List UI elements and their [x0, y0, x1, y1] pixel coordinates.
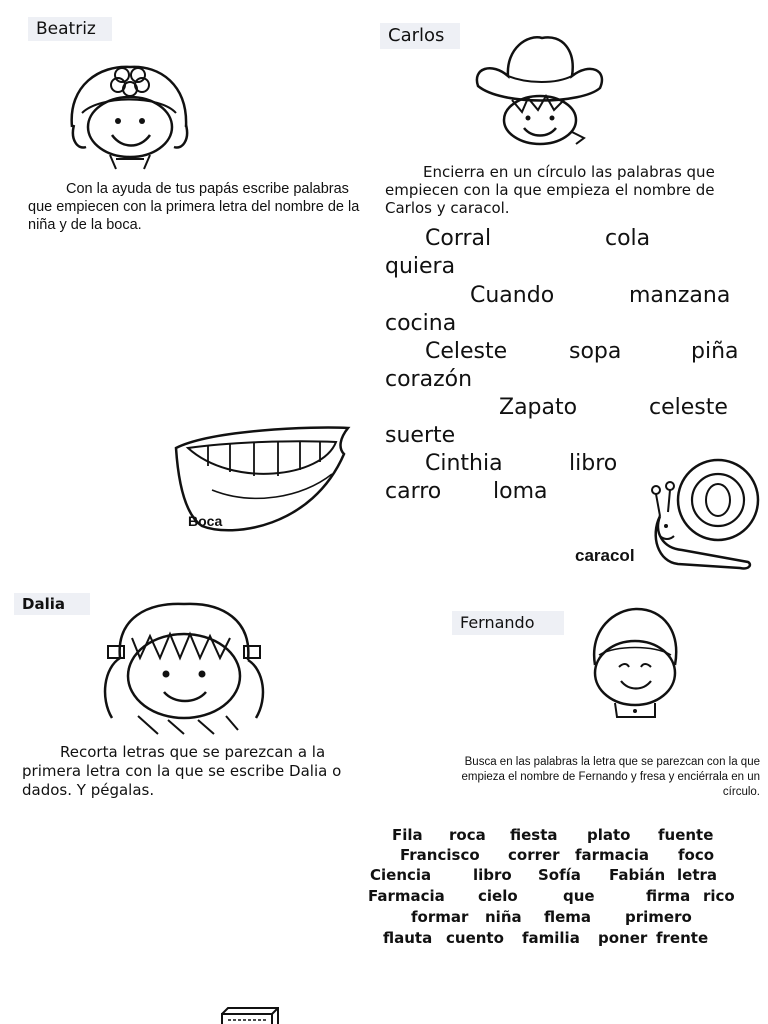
- carlos-word: Zapato: [499, 395, 578, 420]
- fernando-word: primero: [625, 908, 692, 926]
- boy-with-hat-illustration: [472, 28, 608, 146]
- fernando-word: roca: [449, 826, 486, 844]
- fernando-word: cielo: [478, 887, 518, 905]
- fernando-word: Farmacia: [368, 887, 445, 905]
- carlos-word: Cinthia: [425, 451, 503, 476]
- fernando-word: flauta: [383, 929, 433, 947]
- fernando-word-list: [360, 826, 760, 956]
- dice-box-illustration: [218, 1008, 282, 1024]
- fernando-word: Ciencia: [370, 866, 432, 884]
- dalia-instruction: Recorta letras que se parezcan a la primera letra con la que se escribe Dalia o dados. Y pégalas.: [22, 743, 342, 799]
- snail-illustration: [652, 452, 754, 572]
- fernando-word: libro: [473, 866, 512, 884]
- carlos-word: loma: [493, 479, 548, 504]
- carlos-word: cola: [605, 226, 651, 251]
- fernando-word: Sofía: [538, 866, 581, 884]
- carlos-word: carro: [385, 479, 442, 504]
- fernando-word: familia: [522, 929, 580, 947]
- beatriz-instruction: Con la ayuda de tus papás escribe palabras que empiecen con la primera letra del nombre de la niña y de la boca.: [28, 181, 360, 233]
- carlos-word: quiera: [385, 254, 456, 279]
- dalia-name-label: Dalia: [14, 593, 90, 615]
- fernando-word: Francisco: [400, 846, 480, 864]
- carlos-word: piña: [691, 339, 739, 364]
- carlos-name-label: Carlos: [380, 23, 460, 49]
- carlos-word: manzana: [629, 283, 731, 308]
- fernando-word: que: [563, 887, 595, 905]
- fernando-word: niña: [485, 908, 522, 926]
- fernando-word: fuente: [658, 826, 714, 844]
- mouth-illustration: [172, 418, 362, 550]
- fernando-word: frente: [656, 929, 709, 947]
- fernando-instruction: Busca en las palabras la letra que se parezcan con la que empieza el nombre de Fernando y fresa y enciérrala en un círculo.: [461, 756, 760, 798]
- caracol-label: caracol: [575, 546, 635, 565]
- fernando-word: letra: [677, 866, 718, 884]
- fernando-word: poner: [598, 929, 648, 947]
- carlos-word: libro: [569, 451, 618, 476]
- fernando-word: flema: [544, 908, 592, 926]
- fernando-word: rico: [703, 887, 735, 905]
- fernando-word: farmacia: [575, 846, 649, 864]
- carlos-word: suerte: [385, 423, 456, 448]
- carlos-word: Celeste: [425, 339, 508, 364]
- fernando-name-label: Fernando: [452, 611, 564, 635]
- fernando-word: Fila: [392, 826, 423, 844]
- girl-with-bangs-illustration: [98, 598, 270, 736]
- fernando-word: correr: [508, 846, 560, 864]
- girl-with-flower-illustration: [60, 55, 200, 170]
- fernando-word: fiesta: [510, 826, 558, 844]
- carlos-word: Cuando: [470, 283, 555, 308]
- carlos-word: corazón: [385, 367, 473, 392]
- fernando-word: cuento: [446, 929, 504, 947]
- boca-label: Boca: [188, 513, 223, 529]
- fernando-word: foco: [678, 846, 715, 864]
- fernando-word: plato: [587, 826, 631, 844]
- fernando-word: firma: [646, 887, 691, 905]
- carlos-word: sopa: [569, 339, 622, 364]
- fernando-word: formar: [411, 908, 469, 926]
- carlos-word: celeste: [649, 395, 728, 420]
- beatriz-name-label: Beatriz: [28, 17, 112, 41]
- carlos-word: Corral: [425, 226, 492, 251]
- carlos-word: cocina: [385, 311, 457, 336]
- fernando-word: Fabián: [609, 866, 666, 884]
- carlos-instruction: Encierra en un círculo las palabras que empiecen con la que empieza el nombre de Carlos y caracol.: [385, 163, 715, 217]
- boy-illustration: [585, 605, 685, 721]
